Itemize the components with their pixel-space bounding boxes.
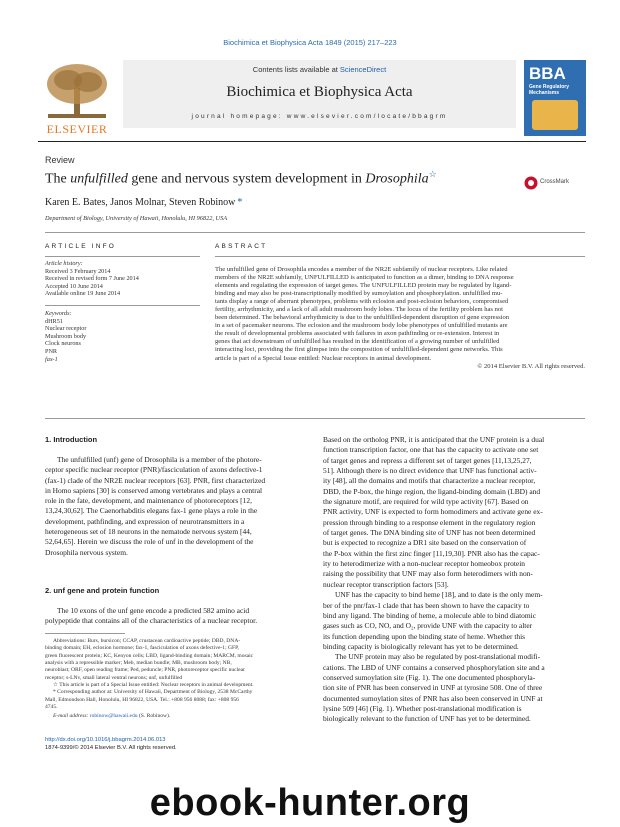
abstract-body: [215, 266, 585, 371]
body-line: The UNF protein may also be regulated by post-translational modifi-: [335, 652, 541, 662]
divider: [45, 232, 585, 233]
body-line: pression through binding to a response element in the regulatory region: [323, 517, 536, 527]
title-italic-gene: unfulfilled: [70, 171, 128, 187]
divider: [215, 256, 585, 257]
divider: [45, 305, 200, 306]
footnote-line: neuroblast; ORF, open reading frame; Ped, peduncle; PNR, photoreceptor specific nuclear: [45, 667, 245, 674]
body-line: of target genes. The DNA binding site of UNF has not been determined: [323, 528, 536, 538]
homepage-url[interactable]: www.elsevier.com/locate/bbagrm: [286, 113, 448, 120]
body-line: gases such as CO, NO, and O₂, provide UNF with the capacity to alter: [323, 621, 533, 631]
article-type: Review: [45, 155, 75, 165]
footnote-line: receptor; s-LNv, small lateral ventral neurons; unf, unfulfilled: [45, 674, 183, 681]
contents-prefix: Contents lists available at: [252, 65, 340, 74]
body-line: 51]. Although there is no direct evidence that UNF has functional activ-: [323, 466, 537, 476]
bottom-info: [45, 737, 177, 752]
body-line: lysine 509 [46] (Fig. 1). Whether post-translational modification is: [323, 703, 522, 713]
abstract-line: fertility, arrhythmicity, and a lack of all adult mushroom body lobes. The locus of the fertility problem has not: [215, 306, 503, 314]
intro-line: 13,24,30,62]. The Caenorhabditis elegans fax-1 gene plays a role in the: [45, 506, 258, 516]
body-line: Based on the ortholog PNR, it is anticipated that the UNF protein is a dual: [323, 435, 545, 444]
article-info-heading: ARTICLE INFO: [45, 243, 117, 250]
sciencedirect-link[interactable]: ScienceDirect: [339, 65, 387, 74]
keywords: [45, 310, 200, 363]
abstract-line: interacting loci, providing the first glimpse into the composition of unfulfilled-dependent gene networks. This: [215, 346, 503, 354]
header-rule: [38, 141, 586, 142]
intro-line: development, pathfinding, and expression of neurotransmitters in a: [45, 516, 245, 526]
journal-reference[interactable]: Biochimica et Biophysica Acta 1849 (2015) 217–223: [223, 38, 397, 47]
intro-line: Drosophila nervous system.: [45, 547, 128, 557]
intro-line: in Homo sapiens [30] is conserved among vertebrates and plays a central: [45, 485, 263, 495]
cover-subtitle: Gene Regulatory Mechanisms: [529, 84, 570, 96]
title-part: The: [45, 171, 71, 187]
body-line: cations. The LBD of UNF contains a conserved phosphorylation site and a: [323, 662, 545, 672]
elsevier-logo: [38, 60, 116, 134]
title-part: gene and nervous system development in: [127, 171, 366, 187]
abstract-line: tants display a range of aberrant phenotypes, problems with eclosion and post-eclosion behaviors, compromised: [215, 298, 509, 306]
intro-line: The unfulfilled (unf) gene of Drosophila is a member of the photore-: [57, 455, 262, 464]
abstract-line: been determined. The behavioral arrhythmicity is due to the unfulfilled-dependent disruption of gene expression: [215, 314, 510, 322]
email-suffix: (S. Robinow).: [137, 713, 171, 720]
body-line: conserved sumoylation site (Fig. 1). The one documented phosphoryla-: [323, 672, 536, 682]
footnote-line: 4745.: [45, 704, 58, 711]
intro-heading: 1. Introduction: [45, 435, 98, 444]
abstract-line: genes that act downstream of unfulfilled has resulted in the identification of a growing number of unfulfilled: [215, 338, 500, 346]
affiliation: Department of Biology, University of Hawaii, Honolulu, HI 96822, USA: [45, 215, 228, 222]
body-line: of target genes and repress a different set of target genes [11,13,25,27,: [323, 455, 532, 465]
body-line: ber of the pnr/fax-1 clade that has been shown to have the capacity to: [323, 600, 530, 610]
divider: [45, 418, 585, 419]
section2-body: [45, 606, 307, 627]
footnote-rule: [45, 633, 125, 634]
journal-cover: [524, 60, 586, 136]
keyword: dHR51: [45, 317, 63, 325]
intro-body: [45, 455, 307, 558]
history-item: Received 3 February 2014: [45, 267, 111, 275]
article-title: [45, 169, 437, 188]
body-line: nuclear receptor transcription factors [53].: [323, 579, 449, 589]
issn-line: 1874-9399/© 2014 Elsevier B.V. All rights reserved.: [45, 744, 177, 751]
author-list: Karen E. Bates, Janos Molnar, Steven Robinow: [45, 197, 236, 208]
body-line: documented sumoylation sites of PNR has also been conserved in UNF at: [323, 693, 543, 703]
section2-line: The 10 exons of the unf gene encode a predicted 582 amino acid: [57, 606, 250, 615]
keyword: fax-1: [45, 355, 58, 363]
footnote-line: analysis with a repressible marker; Meb, median bundle; MB, mushroom body; NB,: [45, 660, 232, 667]
abstract-line: elements and regulating the expression of target genes. The UNFULFILLED protein may be regulated by ligand-: [215, 282, 512, 290]
body-line: binding capacity is biologically relevant has yet to be determined.: [323, 641, 519, 651]
section2-line: polypeptide that contains all of the characteristics of a nuclear receptor.: [45, 616, 258, 626]
keywords-label: Keywords:: [45, 310, 72, 317]
abstract-line: in a set of pacemaker neurons. The eclosion and the mushroom body lobe phenotypes of unfulfilled mutants are: [215, 322, 508, 330]
body-line: but is expected to recognize a DR1 site based on the conservation of: [323, 538, 527, 548]
body-line: tion site of PNR has been conserved in UNF at tyrosine 508. One of three: [323, 683, 543, 693]
history-item: Available online 19 June 2014: [45, 290, 121, 298]
intro-line: ceptor specific nuclear receptor (PNR)/fasciculation of axons defective-1: [45, 465, 263, 475]
footnotes: [45, 638, 307, 721]
history-item: Accepted 10 June 2014: [45, 282, 103, 290]
crossmark-icon: [524, 176, 538, 190]
intro-line: role in the fate, development, and maintenance of photoreceptors [12,: [45, 496, 252, 506]
footnote-line: ☆ This article is part of a Special Issue entitled: Nuclear receptors in animal development.: [53, 682, 254, 689]
abstract-line: article is part of a Special Issue entitled: Nuclear receptors in animal development.: [215, 354, 432, 362]
keyword: Mushroom body: [45, 332, 87, 340]
body-line: ity [48], all the domains and motifs that characterize a nuclear receptor,: [323, 476, 536, 486]
email-label: E-mail address:: [53, 713, 90, 720]
abstract-heading: ABSTRACT: [215, 243, 268, 250]
body-line: biologically relevant to the function of UNF has yet to be determined.: [323, 714, 531, 724]
body-line: ity to heterodimerize with a non-nuclear receptor homeobox protein: [323, 559, 525, 569]
body-line: function transcription factor, one that has the capacity to activate one set: [323, 445, 539, 455]
abstract-line: members of the NR2E subfamily, UNFULFILLED is anticipated to function as a dimer, binding to DNA response: [215, 274, 514, 282]
homepage-prefix: journal homepage:: [191, 113, 287, 120]
publisher-logo-text: ELSEVIER: [46, 122, 108, 136]
body-line: bind any ligand. The binding of heme, a molecule able to bind diatomic: [323, 610, 537, 620]
body-line: raising the possibility that UNF may also form heterodimers with non-: [323, 569, 533, 579]
body-line: UNF has the capacity to bind heme [18], and to date is the only mem-: [335, 590, 543, 600]
footnote-line: Mall, Edmondson Hall, Honolulu, HI 96822, USA. Tel.: +808 956 8088; fax: +808 956: [45, 696, 239, 703]
intro-line: heterogeneous set of 18 neurons in the nematode nervous system [44,: [45, 527, 252, 537]
crossmark-label: CrossMark: [540, 179, 570, 185]
abstract-line: the result of developmental problems associated with failures in axon pathfinding or re-extension. Interest in: [215, 330, 500, 338]
abstract-line: The unfulfilled gene of Drosophila encodes a member of the NR2E subfamily of nuclear receptors. Like related: [215, 266, 508, 273]
abstract-line: binding and may also be post-transcriptionally modified by sumoylation and phosphorylation. unfulfilled mu-: [215, 290, 503, 298]
footnote-line: * Corresponding author at: University of Hawaii, Department of Biology, 2538 McCarthy: [53, 689, 253, 696]
corresponding-author-marker[interactable]: *: [237, 197, 243, 208]
abstract-copyright: © 2014 Elsevier B.V. All rights reserved.: [477, 362, 585, 370]
watermark-text: ebook-hunter.org: [149, 782, 471, 824]
keyword: Nuclear receptor: [45, 325, 87, 333]
body-line: the signature motif, are required for wild type activity [67]. Based on: [323, 497, 529, 507]
body-line: the P-box within the first zinc finger [11,19,30]. PNR also has the capac-: [323, 548, 540, 558]
journal-banner: [123, 60, 516, 128]
article-history: [45, 260, 200, 298]
title-italic-organism: Drosophila: [365, 171, 429, 187]
section2-heading: 2. unf gene and protein function: [45, 586, 160, 595]
keyword: Clock neurons: [45, 340, 81, 348]
authors: [45, 197, 242, 208]
history-label: Article history:: [45, 260, 83, 267]
divider: [45, 256, 200, 257]
intro-line: 52,64,65]. Herein we discuss the role of unf in the development of the: [45, 537, 254, 547]
body-line: PNR activity, UNF is expected to form homodimers and activate gene ex-: [323, 507, 543, 517]
intro-line: (fax-1) clade of the NR2E nuclear receptors [63]. PNR, first characterized: [45, 475, 266, 485]
crossmark-badge[interactable]: [524, 175, 584, 191]
body-line: DBD, the P-box, the hinge region, the ligand-binding domain (LBD) and: [323, 486, 541, 496]
right-column-body: [323, 435, 585, 725]
footnote-line: binding domain; EH, eclosion hormone; fax-1, fasciculation of axons defective-1; GFP,: [45, 645, 239, 652]
cover-image: [532, 100, 578, 130]
footnote-line: green fluorescent protein; KC, Kenyon cells; LBD, ligand-binding domain; MARCM, mosaic: [45, 652, 254, 659]
email-link[interactable]: robinow@hawaii.edu: [89, 713, 138, 720]
history-item: Received in revised form 7 June 2014: [45, 275, 139, 283]
doi-link[interactable]: http://dx.doi.org/10.1016/j.bbagrm.2014.06.013: [45, 737, 166, 743]
title-footnote-star[interactable]: ☆: [428, 169, 437, 179]
keyword: PNR: [45, 347, 58, 355]
journal-title: Biochimica et Biophysica Acta: [226, 84, 413, 100]
footnote-line: Abbreviations: Burs, bursicon; CCAP, crustacean cardioactive peptide; DBD, DNA-: [53, 638, 241, 644]
cover-title: BBA: [529, 64, 566, 83]
body-line: its function depending upon the binding state of heme. Whether this: [323, 631, 526, 641]
